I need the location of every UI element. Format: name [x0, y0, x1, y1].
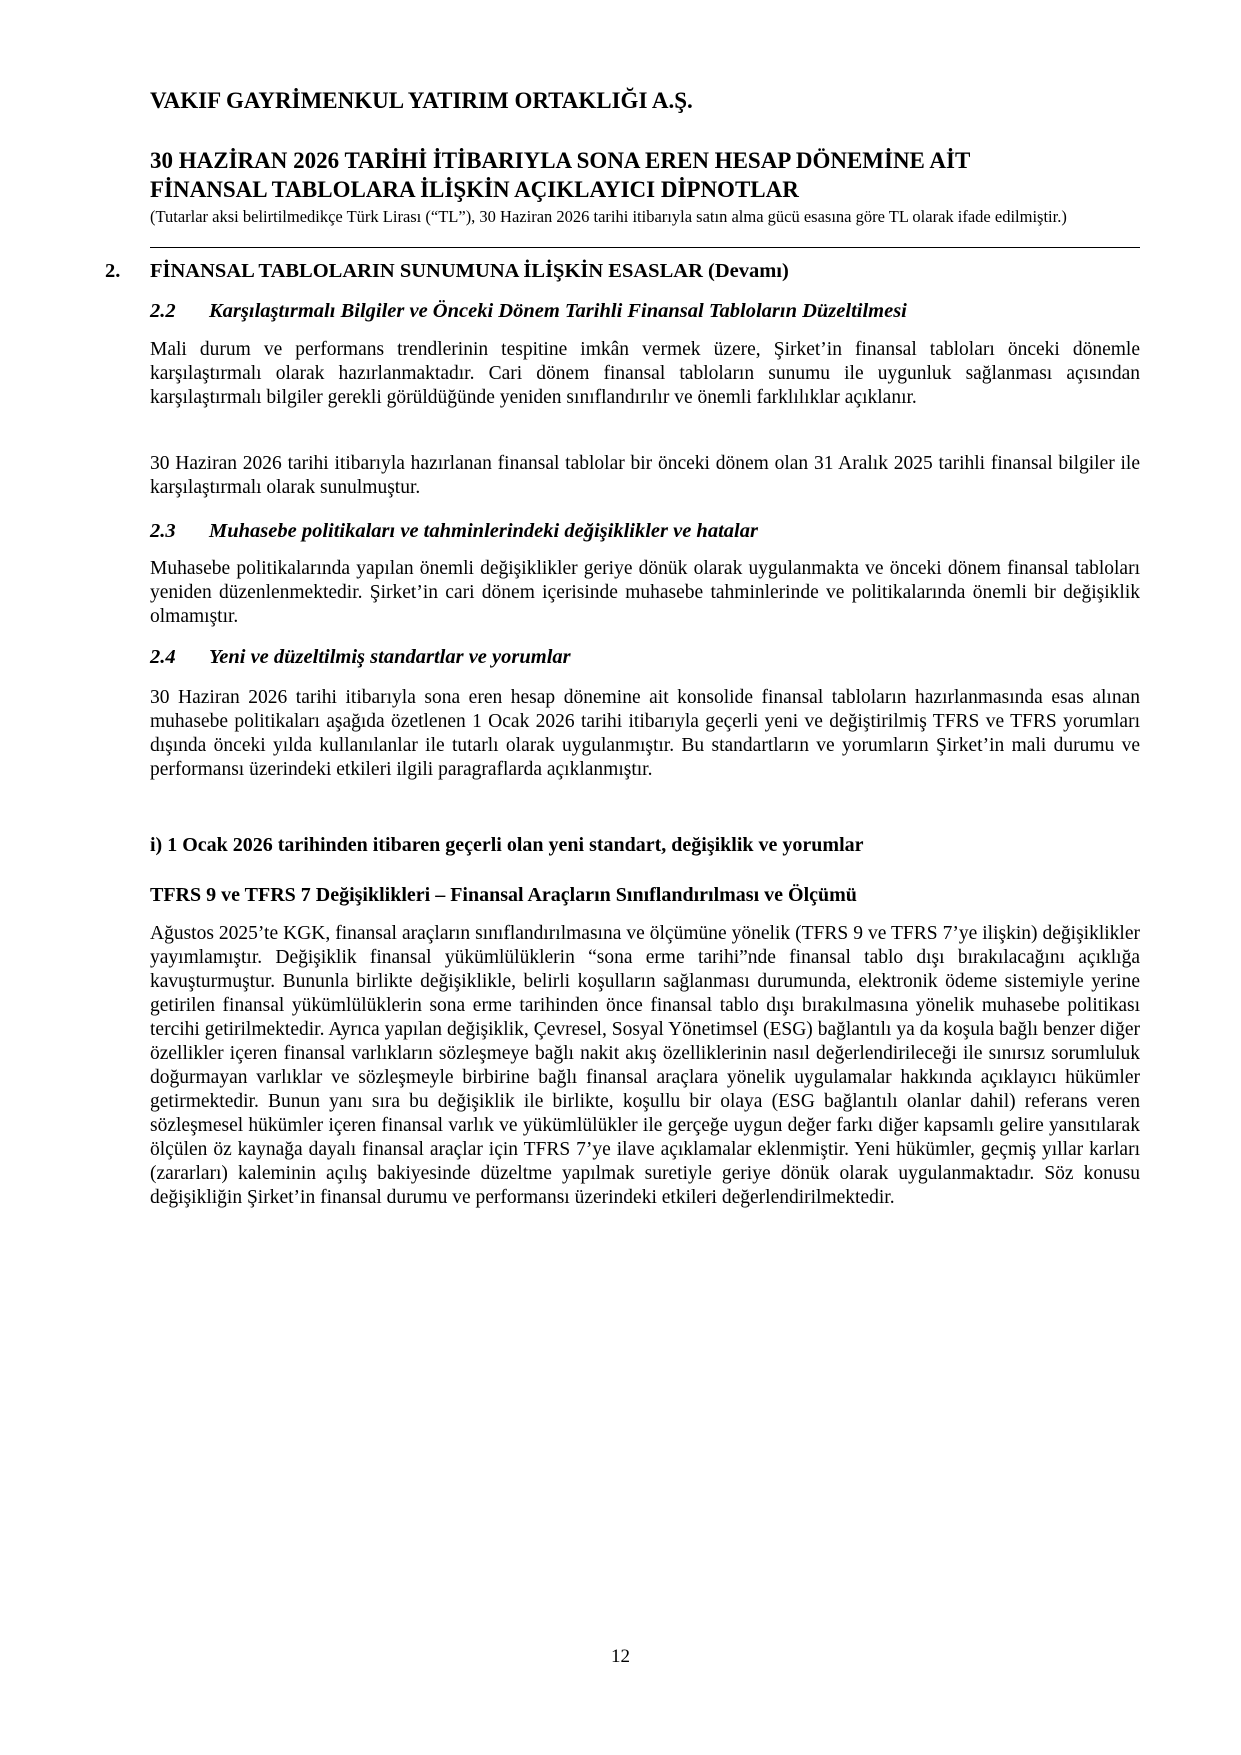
tfrs-heading: TFRS 9 ve TFRS 7 Değişiklikleri – Finansal Araçların Sınıflandırılması ve Ölçümü: [150, 884, 857, 906]
section-title: FİNANSAL TABLOLARIN SUNUMUNA İLİŞKİN ESASLAR (Devamı): [150, 260, 789, 282]
currency-note: (Tutarlar aksi belirtilmedikçe Türk Lirası (“TL”), 30 Haziran 2026 tarihi itibarıyla satın alma gücü esasına göre TL olarak ifade edilmiştir.): [150, 207, 1067, 226]
subsection-2-4-heading: [150, 646, 571, 669]
subsection-number: 2.3: [150, 520, 176, 542]
document-title-line2: FİNANSAL TABLOLARA İLİŞKİN AÇIKLAYICI DİPNOTLAR: [150, 177, 799, 202]
subsection-title: Karşılaştırmalı Bilgiler ve Önceki Dönem Tarihli Finansal Tabloların Düzeltilmesi: [209, 300, 907, 322]
page-number: 12: [611, 1646, 630, 1667]
header-divider: [150, 247, 1140, 248]
paragraph-tfrs-1: Ağustos 2025’te KGK, finansal araçların sınıflandırılmasına ve ölçümüne yönelik (TFRS 9 ve TFRS 7’ye ilişkin) değişiklikler yayımlamıştır. Değişiklik finansal yükümlülüklerin “sona erme tarihi”nde finansal tablo dışı bırakılacağını açıklığa kavuşturmuştur. Bununla birlikte değişiklikle, belirli koşulların sağlanması durumunda, elektronik ödeme sistemiyle yerine getirilen finansal yükümlülüklerin sona erme tarihinden önce finansal tablo dışı bırakılmasına yönelik muhasebe politikası tercihi getirilmektedir. Ayrıca yapılan değişiklik, Çevresel, Sosyal Yönetimsel (ESG) bağlantılı ya da koşula bağlı benzer diğer özellikler içeren finansal varlıkların sözleşmeye bağlı nakit akış özelliklerinin nasıl değerlendirileceği ile sınırsız sorumluluk doğurmayan varlıklar ve sözleşmeyle birbirine bağlı finansal araçlara yönelik uygulamalar hakkında açıklayıcı hükümler getirmektedir. Bunun yanı sıra bu değişiklik ile birlikte, koşullu bir olaya (ESG bağlantılı olanlar dahil) referans veren sözleşmesel hükümler içeren finansal varlık ve yükümlülükler ile gerçeğe uygun değer farkı diğer kapsamlı gelire yansıtılarak ölçülen öz kaynağa dayalı finansal araçlar için TFRS 7’ye ilave açıklamalar eklenmiştir. Yeni hükümler, geçmiş yıllar karları (zararları) kaleminin açılış bakiyesinde düzeltme yapılmak suretiyle geriye dönük olarak uygulanmaktadır. Söz konusu değişikliğin Şirket’in finansal durumu ve performansı üzerindeki etkileri değerlendirilmektedir.: [150, 923, 1140, 1208]
section-heading: [105, 260, 789, 283]
subsection-2-2-heading: [150, 300, 907, 323]
subsection-title: Muhasebe politikaları ve tahminlerindeki değişiklikler ve hatalar: [209, 520, 758, 542]
company-name: VAKIF GAYRİMENKUL YATIRIM ORTAKLIĞI A.Ş.: [150, 88, 693, 113]
section-number: 2.: [105, 260, 121, 282]
new-standards-heading: i) 1 Ocak 2026 tarihinden itibaren geçerli olan yeni standart, değişiklik ve yorumlar: [150, 834, 864, 856]
paragraph-2-4-1: 30 Haziran 2026 tarihi itibarıyla sona eren hesap dönemine ait konsolide finansal tabloların hazırlanmasında esas alınan muhasebe politikaları aşağıda özetlenen 1 Ocak 2026 tarihi itibarıyla geçerli yeni ve değiştirilmiş TFRS ve TFRS yorumları dışında önceki yılda kullanılanlar ile tutarlı olarak uygulanmıştır. Bu standartların ve yorumların Şirket’in mali durumu ve performansı üzerindeki etkileri ilgili paragraflarda açıklanmıştır.: [150, 687, 1140, 780]
paragraph-2-3-1: Muhasebe politikalarında yapılan önemli değişiklikler geriye dönük olarak uygulanmakta ve önceki dönem finansal tabloları yeniden düzenlenmektedir. Şirket’in cari dönem içerisinde muhasebe tahminlerinde ve politikalarında önemli bir değişiklik olmamıştır.: [150, 558, 1140, 627]
subsection-2-3-heading: [150, 520, 758, 543]
subsection-title: Yeni ve düzeltilmiş standartlar ve yorumlar: [209, 646, 571, 668]
subsection-number: 2.4: [150, 646, 176, 668]
paragraph-2-2-2: 30 Haziran 2026 tarihi itibarıyla hazırlanan finansal tablolar bir önceki dönem olan 31 Aralık 2025 tarihli finansal bilgiler ile karşılaştırmalı olarak sunulmuştur.: [150, 453, 1140, 498]
subsection-number: 2.2: [150, 300, 176, 322]
paragraph-2-2-1: Mali durum ve performans trendlerinin tespitine imkân vermek üzere, Şirket’in finansal tabloları önceki dönemle karşılaştırmalı olarak hazırlanmaktadır. Cari dönem finansal tabloların sunumu ile uygunluk sağlanması açısından karşılaştırmalı bilgiler gerekli görüldüğünde yeniden sınıflandırılır ve önemli farklılıklar açıklanır.: [150, 339, 1140, 408]
document-title-line1: 30 HAZİRAN 2026 TARİHİ İTİBARIYLA SONA EREN HESAP DÖNEMİNE AİT: [150, 148, 971, 173]
